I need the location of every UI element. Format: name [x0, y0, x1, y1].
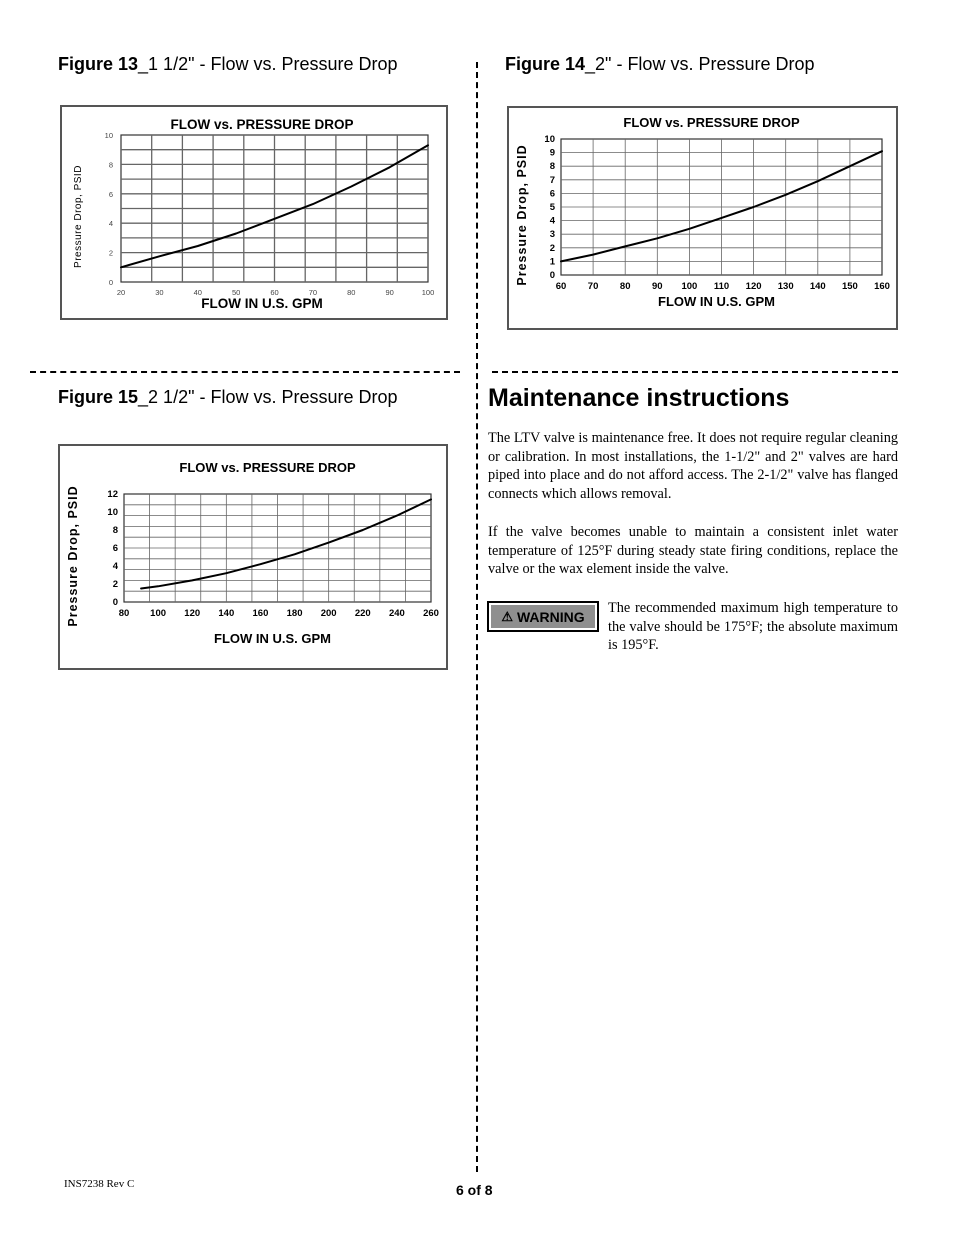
- y-tick-label: 1: [549, 256, 555, 268]
- y-tick-label: 0: [108, 278, 113, 287]
- x-tick-label: 30: [155, 288, 164, 297]
- x-tick-label: 140: [809, 281, 826, 292]
- x-tick-label: 220: [354, 608, 371, 619]
- warning-text: The recommended maximum high temperature to the valve should be 175°F; the absolute maximum is 195°F.: [608, 600, 898, 654]
- y-tick-label: 6: [112, 543, 118, 554]
- y-tick-label: 8: [549, 161, 555, 173]
- figure-15-title: Figure 15_2 1/2" - Flow vs. Pressure Drop: [58, 387, 398, 407]
- x-tick-label: 20: [116, 288, 126, 297]
- y-tick-label: 5: [549, 202, 555, 213]
- x-tick-label: 90: [385, 288, 394, 297]
- y-tick-label: 2: [112, 579, 118, 590]
- series-line: [141, 499, 431, 588]
- figure-14-chart: [507, 106, 898, 330]
- x-tick-label: 110: [713, 281, 730, 292]
- y-axis-label: Pressure Drop, PSID: [66, 485, 80, 627]
- x-tick-label: 70: [308, 288, 318, 297]
- x-tick-label: 60: [270, 288, 279, 297]
- figure-14-plot: [509, 108, 896, 328]
- x-tick-label: 200: [320, 608, 337, 619]
- vertical-divider: [476, 62, 478, 1172]
- x-tick-label: 100: [681, 281, 698, 292]
- chart-title: FLOW vs. PRESSURE DROP: [623, 115, 800, 130]
- x-tick-label: 160: [252, 608, 269, 619]
- x-tick-label: 140: [218, 608, 235, 619]
- x-tick-label: 160: [874, 281, 890, 292]
- x-tick-label: 120: [745, 281, 762, 292]
- maintenance-paragraph-1: The LTV valve is maintenance free. It does not require regular cleaning or calibration. In most installations, the 1-1/2" and 2" valves are hard piped into place and do not afford access. The 2-1/2" valve has flanged connects which allows removal.: [488, 430, 898, 503]
- x-tick-label: 120: [184, 608, 201, 619]
- x-tick-label: 40: [193, 288, 202, 297]
- y-tick-label: 4: [112, 561, 118, 572]
- y-tick-label: 6: [108, 189, 113, 199]
- y-tick-label: 2: [549, 242, 555, 254]
- horizontal-divider-left: [30, 371, 460, 373]
- x-tick-label: 50: [231, 288, 241, 297]
- y-tick-label: 12: [107, 489, 118, 500]
- figure-13-title: Figure 13_1 1/2" - Flow vs. Pressure Drop: [58, 54, 398, 74]
- y-tick-label: 10: [107, 507, 118, 518]
- warning-label: WARNING: [516, 608, 585, 625]
- x-tick-label: 100: [421, 288, 435, 297]
- x-tick-label: 90: [652, 281, 663, 292]
- y-tick-label: 4: [549, 215, 555, 227]
- x-tick-label: 70: [587, 281, 599, 292]
- y-tick-label: 3: [549, 229, 555, 241]
- y-tick-label: 8: [108, 160, 113, 170]
- y-tick-label: 0: [549, 270, 555, 281]
- x-tick-label: 80: [347, 288, 356, 297]
- y-axis-label: Pressure Drop, PSID: [515, 144, 529, 286]
- x-tick-label: 100: [150, 608, 167, 619]
- warning-triangle-icon: ⚠: [501, 608, 513, 624]
- x-tick-label: 150: [841, 281, 858, 292]
- maintenance-heading: Maintenance instructions: [488, 384, 790, 412]
- figure-15-chart: [58, 444, 448, 670]
- x-axis-label: FLOW IN U.S. GPM: [201, 296, 323, 311]
- x-tick-label: 80: [619, 281, 631, 292]
- x-tick-label: 240: [388, 608, 405, 619]
- chart-title: FLOW vs. PRESSURE DROP: [170, 117, 354, 132]
- warning-badge: [487, 601, 599, 632]
- figure-15-plot: [60, 446, 446, 668]
- y-tick-label: 7: [549, 174, 555, 186]
- figure-14-title: Figure 14_2" - Flow vs. Pressure Drop: [505, 54, 815, 74]
- y-tick-label: 10: [104, 131, 113, 140]
- x-axis-label: FLOW IN U.S. GPM: [658, 294, 775, 309]
- y-tick-label: 4: [108, 219, 113, 229]
- horizontal-divider-right: [492, 371, 898, 373]
- page-number: 6 of 8: [456, 1182, 493, 1198]
- y-axis-label: Pressure Drop, PSID: [73, 165, 84, 268]
- document-id: INS7238 Rev C: [64, 1178, 135, 1190]
- figure-13-plot: [62, 107, 446, 318]
- figure-13-chart: [60, 105, 448, 320]
- y-tick-label: 6: [549, 188, 555, 200]
- chart-title: FLOW vs. PRESSURE DROP: [179, 460, 356, 475]
- x-tick-label: 130: [777, 281, 794, 292]
- y-tick-label: 0: [112, 597, 118, 608]
- maintenance-paragraph-2: If the valve becomes unable to maintain a consistent inlet water temperature of 125°F during steady state firing conditions, replace the valve or the wax element inside the valve.: [488, 524, 898, 578]
- y-tick-label: 8: [112, 525, 118, 536]
- x-tick-label: 60: [555, 281, 567, 292]
- x-tick-label: 80: [118, 608, 130, 619]
- x-axis-label: FLOW IN U.S. GPM: [214, 631, 331, 646]
- x-tick-label: 260: [423, 608, 439, 619]
- y-tick-label: 10: [544, 134, 555, 145]
- y-tick-label: 9: [549, 147, 555, 159]
- y-tick-label: 2: [108, 248, 113, 258]
- x-tick-label: 180: [286, 608, 303, 619]
